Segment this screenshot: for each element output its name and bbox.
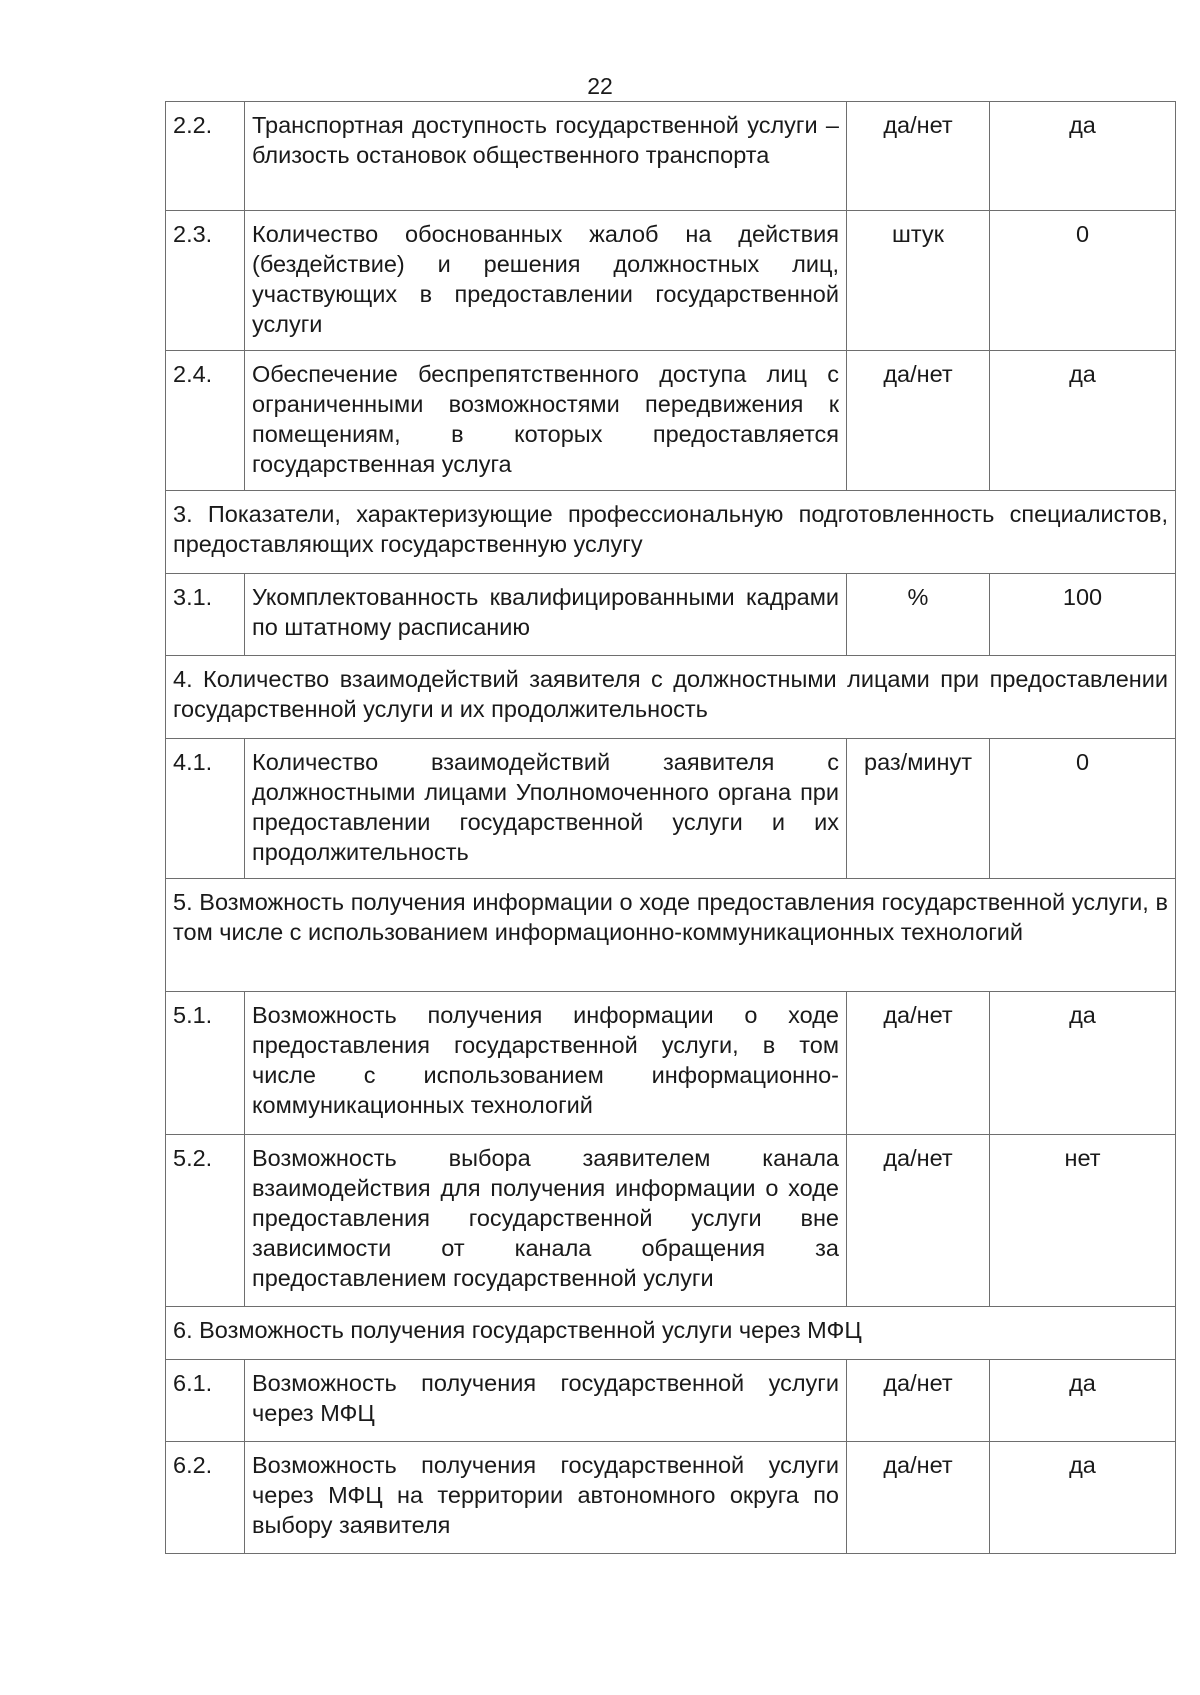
indicator-text: Обеспечение беспрепятственного доступа лиц с ограниченными возможностями передвижения к помещениям, в которых предоставляется государственная услуга xyxy=(245,351,847,491)
indicator-text: Транспортная доступность государственной услуги – близость остановок общественного транспорта xyxy=(245,102,847,211)
value-cell: да xyxy=(990,1360,1176,1442)
table-row xyxy=(166,351,1176,491)
indicator-text: Возможность получения информации о ходе предоставления государственной услуги, в том числе с использованием информационно-коммуникационных технологий xyxy=(245,992,847,1135)
unit-cell: да/нет xyxy=(847,102,990,211)
section-heading: 4. Количество взаимодействий заявителя с должностными лицами при предоставлении государственной услуги и их продолжительность xyxy=(166,656,1176,739)
unit-cell: да/нет xyxy=(847,351,990,491)
unit-cell: штук xyxy=(847,211,990,351)
indicator-text: Возможность получения государственной услуги через МФЦ на территории автономного округа по выбору заявителя xyxy=(245,1442,847,1554)
unit-cell: да/нет xyxy=(847,1360,990,1442)
table-row xyxy=(166,211,1176,351)
section-heading: 5. Возможность получения информации о ходе предоставления государственной услуги, в том числе с использованием информационно-коммуникационных технологий xyxy=(166,879,1176,992)
value-cell: нет xyxy=(990,1135,1176,1307)
row-number: 2.2. xyxy=(166,102,245,211)
table-row xyxy=(166,1135,1176,1307)
value-cell: да xyxy=(990,351,1176,491)
section-row xyxy=(166,1307,1176,1360)
table-row xyxy=(166,992,1176,1135)
indicator-text: Количество обоснованных жалоб на действия (бездействие) и решения должностных лиц, участвующих в предоставлении государственной услуги xyxy=(245,211,847,351)
table-row xyxy=(166,574,1176,656)
indicator-text: Количество взаимодействий заявителя с должностными лицами Уполномоченного органа при предоставлении государственной услуги и их продолжительность xyxy=(245,739,847,879)
value-cell: 0 xyxy=(990,739,1176,879)
section-row xyxy=(166,491,1176,574)
unit-cell: да/нет xyxy=(847,1442,990,1554)
indicator-text: Укомплектованность квалифицированными кадрами по штатному расписанию xyxy=(245,574,847,656)
section-row xyxy=(166,656,1176,739)
section-heading: 3. Показатели, характеризующие профессиональную подготовленность специалистов, предоставляющих государственную услугу xyxy=(166,491,1176,574)
section-row xyxy=(166,879,1176,992)
table-row xyxy=(166,1360,1176,1442)
row-number: 2.3. xyxy=(166,211,245,351)
unit-cell: раз/минут xyxy=(847,739,990,879)
table-row xyxy=(166,739,1176,879)
unit-cell: да/нет xyxy=(847,992,990,1135)
table-row xyxy=(166,1442,1176,1554)
value-cell: 0 xyxy=(990,211,1176,351)
unit-cell: % xyxy=(847,574,990,656)
row-number: 6.2. xyxy=(166,1442,245,1554)
quality-indicators-table xyxy=(165,101,1176,1554)
value-cell: да xyxy=(990,1442,1176,1554)
value-cell: да xyxy=(990,992,1176,1135)
row-number: 5.2. xyxy=(166,1135,245,1307)
row-number: 4.1. xyxy=(166,739,245,879)
indicator-text: Возможность выбора заявителем канала взаимодействия для получения информации о ходе предоставления государственной услуги вне зависимости от канала обращения за предоставлением государственной услуги xyxy=(245,1135,847,1307)
section-heading: 6. Возможность получения государственной услуги через МФЦ xyxy=(166,1307,1176,1360)
row-number: 5.1. xyxy=(166,992,245,1135)
row-number: 6.1. xyxy=(166,1360,245,1442)
row-number: 2.4. xyxy=(166,351,245,491)
page-number: 22 xyxy=(587,73,613,99)
row-number: 3.1. xyxy=(166,574,245,656)
unit-cell: да/нет xyxy=(847,1135,990,1307)
table-row xyxy=(166,102,1176,211)
value-cell: да xyxy=(990,102,1176,211)
indicator-text: Возможность получения государственной услуги через МФЦ xyxy=(245,1360,847,1442)
value-cell: 100 xyxy=(990,574,1176,656)
